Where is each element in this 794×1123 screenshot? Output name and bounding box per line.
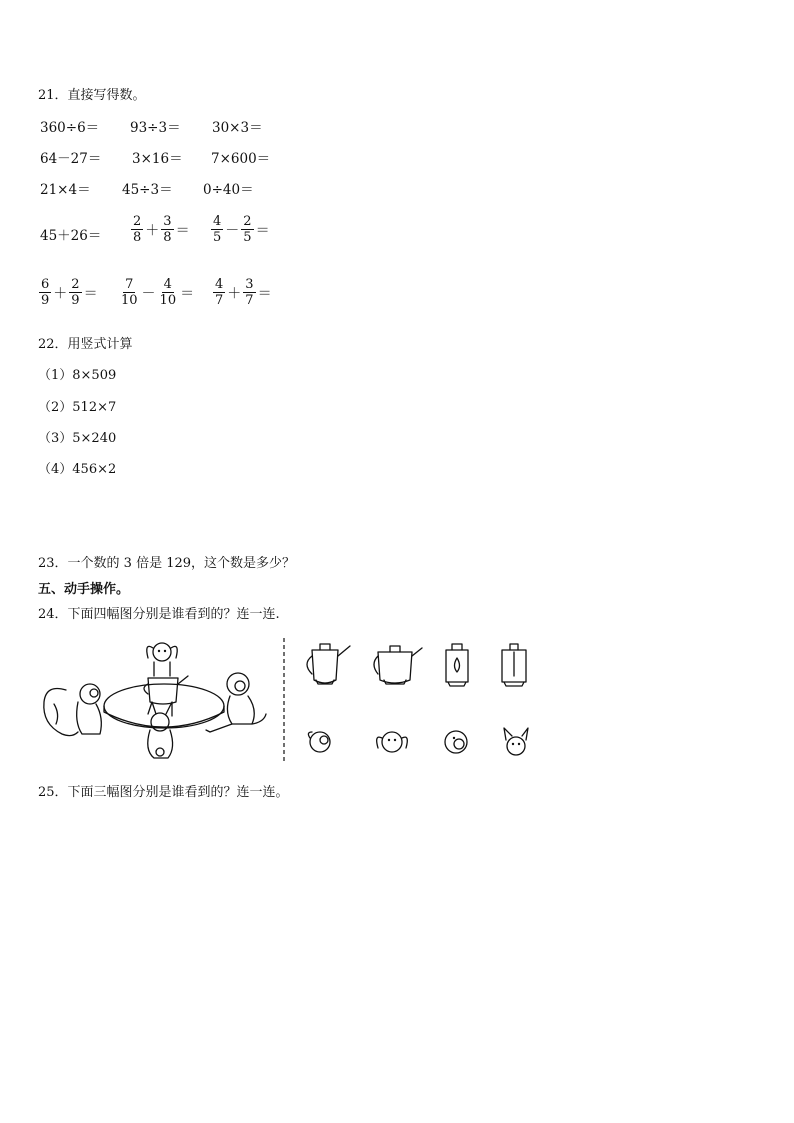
fraction-expression (38, 277, 99, 308)
q21-r3-c1: 21×4＝ (40, 182, 91, 198)
fraction: $\frac{2}{8}$ (133, 214, 142, 245)
q22-item-4: （4）456×2 (38, 462, 117, 477)
q22-item-2: （2）512×7 (38, 400, 117, 415)
fraction: $\frac{4}{7}$ (215, 277, 224, 308)
squirrel-head-icon (308, 732, 330, 752)
fraction-expression (212, 277, 273, 308)
fraction: $\frac{3}{8}$ (163, 214, 172, 245)
q23-title: 23．一个数的 3 倍是 129，这个数是多少？ (38, 556, 296, 571)
q22-title: 22．用竖式计算 (38, 337, 133, 352)
squirrel-character-icon (44, 684, 102, 736)
fraction: $\frac{2}{9}$ (71, 277, 80, 308)
q21-r2-c3: 7×600＝ (211, 151, 271, 167)
equals: ＝ (83, 285, 98, 302)
fraction: $\frac{4}{10}$ (159, 277, 177, 308)
q21-r4-c1: 45＋26＝ (40, 228, 102, 244)
teapot-on-table-icon (144, 676, 188, 704)
q25-title: 25．下面三幅图分别是谁看到的？连一连。 (38, 785, 289, 800)
equals: ＝ (175, 222, 190, 239)
teapot-view-1-icon (307, 644, 350, 684)
operator: ＋ (53, 285, 68, 302)
q21-title: 21．直接写得数。 (38, 88, 146, 103)
operator: ＋ (227, 285, 242, 302)
q21-r2-c2: 3×16＝ (132, 151, 183, 167)
teapot-view-2-icon (374, 646, 422, 684)
fraction: $\frac{2}{5}$ (243, 214, 252, 245)
q21-r1-c1: 360÷6＝ (40, 120, 100, 136)
rabbit-head-icon (504, 728, 528, 755)
fraction: $\frac{7}{10}$ (121, 277, 138, 308)
rabbit-character-icon (148, 702, 173, 758)
q21-r3-c3: 0÷40＝ (203, 182, 254, 198)
operator: ＋ (145, 222, 160, 239)
q22-item-3: （3）5×240 (38, 431, 117, 446)
table-scene (44, 643, 266, 758)
equals: ＝ (257, 285, 272, 302)
teapot-view-3-icon (446, 644, 468, 686)
operator: － (225, 222, 240, 239)
q21-r3-c2: 45÷3＝ (122, 182, 173, 198)
q24-illustration (38, 632, 538, 768)
monkey-character-icon (206, 673, 266, 732)
fraction: $\frac{6}{9}$ (41, 277, 50, 308)
q21-r2-c1: 64－27＝ (40, 151, 102, 167)
operator: － (141, 285, 156, 302)
dog-head-icon (377, 732, 408, 752)
q21-r1-c2: 93÷3＝ (130, 120, 181, 136)
q22-item-1: （1）8×509 (38, 368, 117, 383)
equals: ＝ (255, 222, 270, 239)
equals: ＝ (180, 285, 195, 302)
fraction-expression (118, 277, 195, 308)
q21-r1-c3: 30×3＝ (212, 120, 263, 136)
fraction: $\frac{4}{5}$ (213, 214, 222, 245)
dog-character-icon (147, 643, 177, 676)
fraction-expression (210, 214, 271, 245)
monkey-head-icon (445, 731, 467, 753)
teapot-view-4-icon (502, 644, 526, 686)
fraction-expression (130, 214, 191, 245)
q24-title: 24．下面四幅图分别是谁看到的？连一连. (38, 607, 280, 622)
section-five-title: 五、动手操作。 (38, 582, 130, 597)
fraction: $\frac{3}{7}$ (245, 277, 254, 308)
